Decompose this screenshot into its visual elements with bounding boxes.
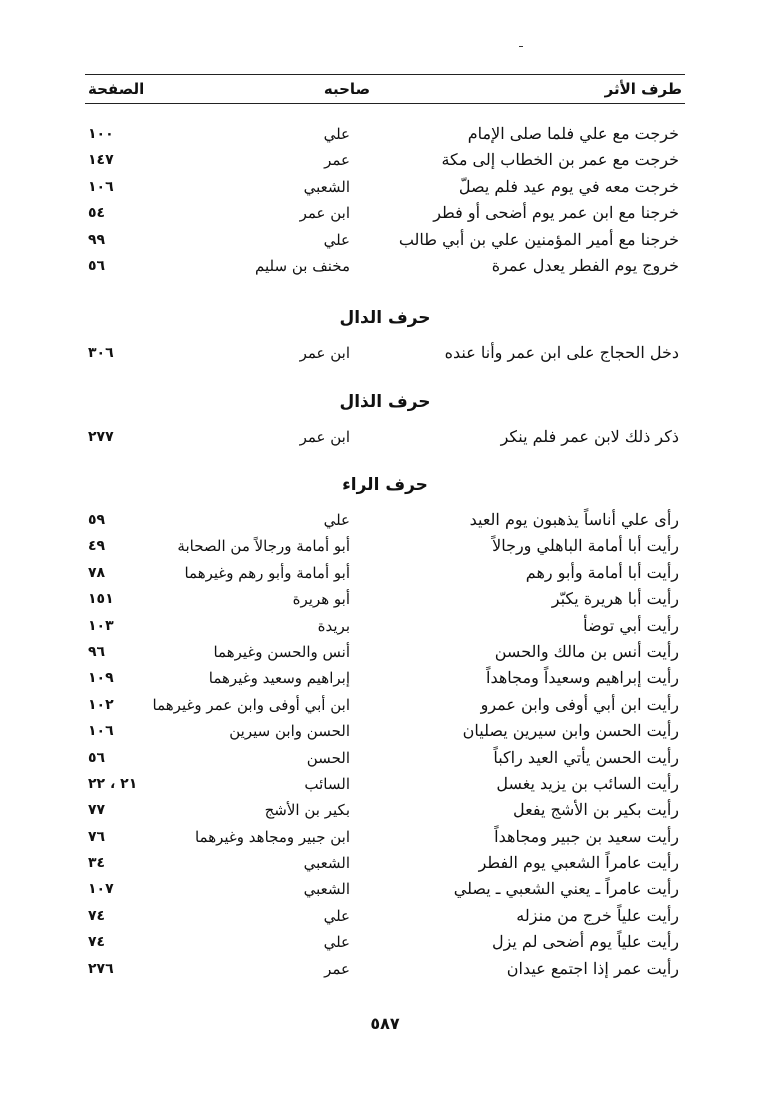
table-row xyxy=(85,200,685,226)
table-row xyxy=(85,533,685,559)
sahib-text: الحسن وابن سيرين xyxy=(229,722,350,741)
sahib-text: أبو أمامة وأبو رهم وغيرهما xyxy=(184,563,350,582)
athar-text: رأى علي أناساً يذهبون يوم العيد xyxy=(469,510,679,529)
sahib-text: علي xyxy=(323,230,350,249)
table-row xyxy=(85,340,685,366)
section-heading-ra: حرف الراء xyxy=(342,475,428,495)
table-row xyxy=(85,613,685,639)
section-dal xyxy=(85,340,685,366)
page-ref: ٤٩ xyxy=(88,538,106,555)
table-row xyxy=(85,903,685,929)
table-row xyxy=(85,929,685,955)
sahib-text: بريدة xyxy=(317,616,350,635)
page-ref: ٧٤ xyxy=(88,907,106,924)
page-ref: ٧٦ xyxy=(88,828,106,845)
page-ref: ٥٦ xyxy=(88,749,106,766)
page-ref: ٢٧٧ xyxy=(88,429,114,445)
page-ref: ٩٩ xyxy=(88,231,106,248)
top-mark xyxy=(519,46,523,47)
page-ref: ٥٦ xyxy=(88,257,106,274)
athar-text: رأيت الحسن وابن سيرين يصليان xyxy=(462,721,679,741)
sahib-text: علي xyxy=(323,125,350,143)
athar-text: رأيت أبا هريرة يكبّر xyxy=(551,589,679,609)
athar-text: خرجنا مع أمير المؤمنين علي بن أبي طالب xyxy=(398,229,679,249)
athar-text: رأيت علياً خرج من منزله xyxy=(516,905,679,925)
sahib-text: عمر xyxy=(324,151,350,170)
athar-text: رأيت علياً يوم أضحى لم يزل xyxy=(491,932,679,952)
page-ref: ٧٧ xyxy=(88,802,106,819)
page-ref: ١٤٧ xyxy=(88,152,114,169)
page-ref: ١٠٧ xyxy=(88,881,114,898)
page-ref: ١٥١ xyxy=(88,591,114,608)
sahib-text: عمر xyxy=(324,959,350,978)
page-ref: ٧٤ xyxy=(88,934,106,951)
page-ref: ٩٦ xyxy=(88,643,106,660)
sahib-text: ابن أبي أوفى وابن عمر وغيرهما xyxy=(152,695,350,714)
sahib-text: ابن جبير ومجاهد وغيرهما xyxy=(194,827,350,846)
page-ref: ٣٤ xyxy=(88,855,106,872)
table-header xyxy=(85,74,685,104)
athar-text: رأيت السائب بن يزيد يغسل xyxy=(496,773,679,793)
header-athar: طرف الأثر xyxy=(604,80,682,98)
sahib-text: علي xyxy=(323,906,350,925)
sahib-text: علي xyxy=(323,933,350,952)
page-ref: ١٠٠ xyxy=(88,126,114,142)
table-row xyxy=(85,174,685,200)
athar-text: رأيت ابن أبي أوفى وابن عمرو xyxy=(480,694,679,714)
page-ref: ١٠٦ xyxy=(88,723,114,740)
page-ref: ١٠٣ xyxy=(88,617,114,634)
table-row xyxy=(85,253,685,279)
athar-text: خرجت معه في يوم عيد فلم يصلّ xyxy=(458,176,679,196)
table-row xyxy=(85,639,685,665)
page-ref: ٥٤ xyxy=(88,205,106,222)
athar-text: خرجنا مع ابن عمر يوم أضحى أو فطر xyxy=(433,203,679,223)
athar-text: خرجت مع عمر بن الخطاب إلى مكة xyxy=(441,150,679,170)
table-row xyxy=(85,424,685,450)
page-ref: ٧٨ xyxy=(88,564,106,581)
table-row xyxy=(85,850,685,876)
section-heading-dal: حرف الدال xyxy=(339,308,431,328)
athar-text: رأيت عمر إذا اجتمع عيدان xyxy=(506,958,679,978)
athar-text: رأيت أنس بن مالك والحسن xyxy=(494,641,679,661)
table-row xyxy=(85,771,685,797)
table-row xyxy=(85,147,685,173)
section-dhal xyxy=(85,424,685,450)
sahib-text: علي xyxy=(323,511,350,529)
sahib-text: السائب xyxy=(304,774,350,793)
table-row xyxy=(85,956,685,982)
sahib-text: بكير بن الأشج xyxy=(264,801,350,820)
sahib-text: ابن عمر xyxy=(299,344,350,362)
sahib-text: ابن عمر xyxy=(299,428,350,446)
header-sahib: صاحبه xyxy=(323,80,371,98)
page-ref: ١٠٢ xyxy=(88,696,114,713)
sahib-text: الشعبي xyxy=(303,177,350,196)
page-ref: ٥٩ xyxy=(88,512,106,528)
table-row xyxy=(85,227,685,253)
athar-text: رأيت بكير بن الأشج يفعل xyxy=(513,800,679,820)
sahib-text: الشعبي xyxy=(303,880,350,899)
athar-text: رأيت إبراهيم وسعيداً ومجاهداً xyxy=(486,668,679,688)
table-row xyxy=(85,745,685,771)
sahib-text: الشعبي xyxy=(303,854,350,873)
athar-text: رأيت عامراً ـ يعني الشعبي ـ يصلي xyxy=(453,879,679,899)
page-ref: ١٠٦ xyxy=(88,178,114,195)
table-row xyxy=(85,824,685,850)
athar-text: ذكر ذلك لابن عمر فلم ينكر xyxy=(500,427,679,446)
table-row xyxy=(85,507,685,533)
section-heading-dhal: حرف الذال xyxy=(339,392,431,412)
section-ra xyxy=(85,507,685,982)
athar-text: خرجت مع علي فلما صلى الإمام xyxy=(467,124,679,143)
table-row xyxy=(85,718,685,744)
table-row xyxy=(85,665,685,691)
section-kha xyxy=(85,121,685,279)
athar-text: رأيت الحسن يأتي العيد راكباً xyxy=(493,747,679,767)
athar-text: خروج يوم الفطر يعدل عمرة xyxy=(491,255,679,275)
sahib-text: أبو أمامة ورجالاً من الصحابة xyxy=(177,537,350,556)
athar-text: رأيت أبا أمامة وأبو رهم xyxy=(525,562,679,582)
athar-text: رأيت أبا أمامة الباهلي ورجالاً xyxy=(492,536,679,556)
sahib-text: أبو هريرة xyxy=(292,590,350,609)
page-number: ٥٨٧ xyxy=(370,1014,400,1033)
header-page: الصفحة xyxy=(88,80,145,98)
sahib-text: إبراهيم وسعيد وغيرهما xyxy=(208,669,350,688)
sahib-text: ابن عمر xyxy=(299,204,350,223)
table-row xyxy=(85,560,685,586)
athar-text: رأيت عامراً الشعبي يوم الفطر xyxy=(478,853,679,873)
page-ref: ٢١ ، ٢٢ xyxy=(88,775,138,792)
sahib-text: الحسن xyxy=(306,748,350,767)
table-row xyxy=(85,797,685,823)
athar-text: رأيت أبي توضأ xyxy=(583,615,679,635)
table-row xyxy=(85,876,685,902)
page-ref: ١٠٩ xyxy=(88,670,114,687)
sahib-text: مخنف بن سليم xyxy=(255,256,350,275)
page-ref: ٣٠٦ xyxy=(88,345,114,361)
page-ref: ٢٧٦ xyxy=(88,960,114,977)
table-row xyxy=(85,692,685,718)
athar-text: دخل الحجاج على ابن عمر وأنا عنده xyxy=(444,343,679,362)
athar-text: رأيت سعيد بن جبير ومجاهداً xyxy=(494,826,679,846)
table-row xyxy=(85,586,685,612)
table-row xyxy=(85,121,685,147)
sahib-text: أنس والحسن وغيرهما xyxy=(213,642,350,661)
